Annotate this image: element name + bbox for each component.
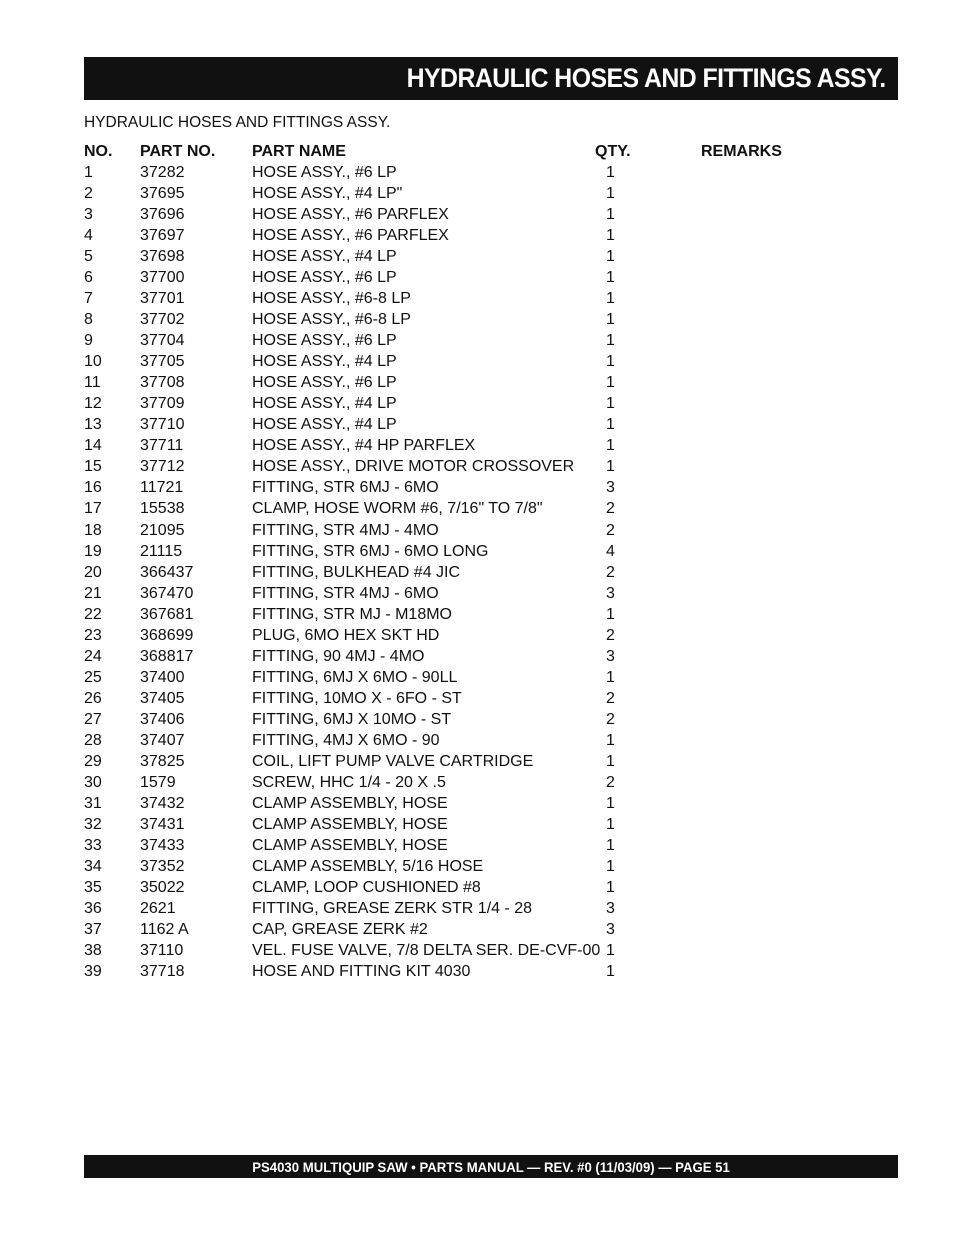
cell-qty: 2 — [606, 626, 615, 644]
table-row — [0, 583, 954, 604]
cell-qty: 1 — [606, 458, 615, 476]
cell-part-name: HOSE ASSY., #6-8 LP — [252, 290, 411, 308]
cell-part-no: 37282 — [140, 164, 185, 181]
cell-part-name: FITTING, STR 4MJ - 4MO — [252, 521, 439, 539]
cell-part-no: 37698 — [140, 248, 185, 266]
cell-qty: 2 — [606, 500, 615, 518]
cell-qty: 1 — [606, 963, 615, 981]
cell-part-name: FITTING, 10MO X - 6FO - ST — [252, 689, 462, 707]
cell-part-no: 37400 — [140, 668, 185, 686]
cell-part-name: CLAMP ASSEMBLY, 5/16 HOSE — [252, 857, 484, 875]
column-header-part-no: PART NO. — [140, 143, 216, 160]
cell-part-no: 37709 — [140, 395, 185, 413]
cell-no: 24 — [84, 647, 102, 665]
cell-no: 14 — [84, 437, 102, 455]
cell-part-no: 1579 — [140, 773, 176, 791]
table-row — [0, 667, 954, 688]
table-row — [0, 541, 954, 562]
table-row — [0, 877, 954, 898]
table-row — [0, 856, 954, 877]
cell-qty: 1 — [606, 227, 615, 245]
cell-part-no: 37352 — [140, 857, 185, 875]
cell-qty: 1 — [606, 815, 615, 833]
cell-part-no: 368817 — [140, 647, 194, 665]
table-row — [0, 351, 954, 372]
table-row — [0, 814, 954, 835]
table-row — [0, 898, 954, 919]
cell-qty: 1 — [606, 752, 615, 770]
cell-part-name: HOSE ASSY., #6 LP — [252, 269, 397, 287]
table-row — [0, 435, 954, 456]
cell-no: 3 — [84, 206, 93, 224]
table-row — [0, 204, 954, 225]
table-row — [0, 162, 954, 183]
footer-text: PS4030 MULTIQUIP SAW • PARTS MANUAL — REV. #0 (11/03/09) — PAGE 51 — [252, 1158, 730, 1175]
cell-part-no: 37708 — [140, 374, 185, 392]
cell-part-no: 37712 — [140, 458, 185, 476]
cell-no: 34 — [84, 857, 102, 875]
cell-qty: 1 — [606, 416, 615, 434]
cell-qty: 1 — [606, 248, 615, 266]
cell-no: 10 — [84, 353, 102, 371]
cell-part-name: HOSE ASSY., #6 LP — [252, 332, 397, 350]
cell-part-no: 367470 — [140, 584, 194, 602]
table-row — [0, 835, 954, 856]
table-header — [0, 141, 954, 162]
cell-part-name: HOSE ASSY., #4 LP" — [252, 185, 403, 203]
cell-no: 2 — [84, 185, 93, 203]
table-row — [0, 646, 954, 667]
column-header-no: NO. — [84, 143, 113, 160]
cell-part-no: 368699 — [140, 626, 194, 644]
cell-no: 6 — [84, 269, 93, 287]
cell-part-name: CAP, GREASE ZERK #2 — [252, 921, 428, 939]
cell-part-no: 21095 — [140, 521, 185, 539]
cell-part-name: FITTING, 6MJ X 10MO - ST — [252, 710, 452, 728]
cell-part-name: COIL, LIFT PUMP VALVE CARTRIDGE — [252, 752, 534, 770]
cell-qty: 3 — [606, 584, 615, 602]
cell-part-no: 37705 — [140, 353, 185, 371]
page-footer-bar — [84, 1155, 898, 1178]
table-row — [0, 183, 954, 204]
cell-part-no: 1162 A — [140, 921, 189, 939]
cell-part-no: 366437 — [140, 563, 194, 581]
cell-no: 29 — [84, 752, 102, 770]
cell-part-name: CLAMP, LOOP CUSHIONED #8 — [252, 879, 481, 897]
cell-qty: 2 — [606, 689, 615, 707]
table-row — [0, 961, 954, 982]
cell-qty: 3 — [606, 479, 615, 497]
cell-qty: 1 — [606, 206, 615, 224]
cell-part-no: 37710 — [140, 416, 185, 434]
cell-no: 18 — [84, 521, 102, 539]
cell-no: 33 — [84, 836, 102, 854]
cell-part-no: 21115 — [140, 542, 183, 560]
cell-no: 28 — [84, 731, 102, 749]
table-row — [0, 288, 954, 309]
cell-part-no: 37405 — [140, 689, 185, 707]
table-row — [0, 393, 954, 414]
table-row — [0, 372, 954, 393]
cell-part-no: 37110 — [140, 942, 184, 960]
cell-no: 38 — [84, 942, 102, 960]
cell-no: 4 — [84, 227, 93, 245]
cell-part-name: FITTING, STR 4MJ - 6MO — [252, 584, 439, 602]
table-row — [0, 730, 954, 751]
cell-no: 27 — [84, 710, 102, 728]
cell-part-name: HOSE ASSY., #4 HP PARFLEX — [252, 437, 476, 455]
cell-part-name: HOSE ASSY., #4 LP — [252, 353, 397, 371]
cell-no: 30 — [84, 773, 102, 791]
table-row — [0, 625, 954, 646]
table-row — [0, 793, 954, 814]
page-header-bar — [84, 57, 898, 100]
column-header-remarks: REMARKS — [701, 143, 782, 160]
cell-part-name: FITTING, 6MJ X 6MO - 90LL — [252, 668, 458, 686]
cell-qty: 1 — [606, 794, 615, 812]
cell-part-no: 37407 — [140, 731, 185, 749]
cell-part-name: FITTING, 90 4MJ - 4MO — [252, 647, 425, 665]
cell-part-name: FITTING, GREASE ZERK STR 1/4 - 28 — [252, 900, 533, 918]
cell-part-no: 37700 — [140, 269, 185, 287]
cell-qty: 2 — [606, 521, 615, 539]
table-row — [0, 688, 954, 709]
cell-part-name: HOSE AND FITTING KIT 4030 — [252, 963, 471, 981]
table-row — [0, 309, 954, 330]
cell-qty: 1 — [606, 290, 615, 308]
cell-part-name: FITTING, 4MJ X 6MO - 90 — [252, 731, 440, 749]
table-row — [0, 919, 954, 940]
cell-qty: 1 — [606, 311, 615, 329]
cell-no: 17 — [84, 500, 102, 518]
cell-no: 11 — [84, 374, 101, 392]
cell-qty: 1 — [606, 437, 615, 455]
table-row — [0, 246, 954, 267]
cell-qty: 2 — [606, 710, 615, 728]
cell-part-no: 37702 — [140, 311, 185, 329]
cell-part-name: SCREW, HHC 1/4 - 20 X .5 — [252, 773, 446, 791]
cell-part-name: HOSE ASSY., DRIVE MOTOR CROSSOVER — [252, 458, 575, 476]
cell-qty: 3 — [606, 647, 615, 665]
cell-no: 23 — [84, 626, 102, 644]
cell-part-name: CLAMP ASSEMBLY, HOSE — [252, 794, 448, 812]
cell-qty: 1 — [606, 605, 615, 623]
page-title: HYDRAULIC HOSES AND FITTINGS ASSY. — [406, 63, 886, 93]
cell-no: 19 — [84, 542, 102, 560]
cell-part-name: HOSE ASSY., #6 LP — [252, 164, 397, 181]
cell-qty: 1 — [606, 731, 615, 749]
cell-qty: 4 — [606, 542, 615, 560]
table-row — [0, 498, 954, 519]
cell-qty: 1 — [606, 836, 615, 854]
cell-qty: 1 — [606, 857, 615, 875]
cell-qty: 1 — [606, 395, 615, 413]
cell-qty: 3 — [606, 900, 615, 918]
cell-no: 20 — [84, 563, 102, 581]
cell-part-no: 37431 — [140, 815, 185, 833]
cell-part-name: PLUG, 6MO HEX SKT HD — [252, 626, 440, 644]
cell-qty: 3 — [606, 921, 615, 939]
cell-no: 32 — [84, 815, 102, 833]
cell-no: 21 — [84, 584, 102, 602]
table-row — [0, 456, 954, 477]
column-header-qty: QTY. — [595, 143, 631, 160]
cell-part-name: VEL. FUSE VALVE, 7/8 DELTA SER. DE-CVF-00 — [252, 942, 601, 960]
cell-part-no: 15538 — [140, 500, 185, 518]
cell-part-no: 37696 — [140, 206, 185, 224]
cell-part-no: 37406 — [140, 710, 185, 728]
cell-no: 8 — [84, 311, 93, 329]
cell-part-name: FITTING, BULKHEAD #4 JIC — [252, 563, 461, 581]
cell-part-no: 35022 — [140, 879, 185, 897]
cell-no: 37 — [84, 921, 102, 939]
cell-part-name: HOSE ASSY., #4 LP — [252, 248, 397, 266]
cell-part-no: 37711 — [140, 437, 184, 455]
cell-part-no: 2621 — [140, 900, 176, 918]
section-subtitle: HYDRAULIC HOSES AND FITTINGS ASSY. — [84, 114, 391, 131]
cell-qty: 2 — [606, 773, 615, 791]
table-row — [0, 772, 954, 793]
cell-no: 7 — [84, 290, 93, 308]
table-row — [0, 562, 954, 583]
cell-no: 15 — [84, 458, 102, 476]
cell-no: 1 — [84, 164, 93, 181]
table-row — [0, 225, 954, 246]
cell-part-name: HOSE ASSY., #6 PARFLEX — [252, 206, 449, 224]
table-row — [0, 330, 954, 351]
cell-part-no: 37704 — [140, 332, 185, 350]
cell-part-no: 37433 — [140, 836, 185, 854]
table-row — [0, 709, 954, 730]
cell-no: 9 — [84, 332, 93, 350]
table-row — [0, 267, 954, 288]
cell-qty: 1 — [606, 332, 615, 350]
cell-qty: 1 — [606, 164, 615, 181]
cell-part-name: CLAMP, HOSE WORM #6, 7/16" TO 7/8" — [252, 500, 543, 518]
cell-part-name: FITTING, STR 6MJ - 6MO — [252, 479, 439, 497]
cell-part-name: CLAMP ASSEMBLY, HOSE — [252, 815, 448, 833]
cell-no: 26 — [84, 689, 102, 707]
cell-part-name: CLAMP ASSEMBLY, HOSE — [252, 836, 448, 854]
cell-qty: 1 — [606, 185, 615, 203]
cell-no: 31 — [84, 794, 102, 812]
cell-part-no: 37432 — [140, 794, 185, 812]
table-row — [0, 751, 954, 772]
cell-part-no: 37825 — [140, 752, 185, 770]
table-row — [0, 604, 954, 625]
cell-qty: 1 — [606, 353, 615, 371]
cell-no: 12 — [84, 395, 102, 413]
table-row — [0, 940, 954, 961]
cell-part-no: 37695 — [140, 185, 185, 203]
cell-part-name: HOSE ASSY., #4 LP — [252, 416, 397, 434]
cell-qty: 1 — [606, 269, 615, 287]
cell-qty: 1 — [606, 374, 615, 392]
cell-no: 5 — [84, 248, 93, 266]
cell-part-name: HOSE ASSY., #4 LP — [252, 395, 397, 413]
cell-part-name: HOSE ASSY., #6 PARFLEX — [252, 227, 449, 245]
cell-no: 16 — [84, 479, 102, 497]
cell-part-name: FITTING, STR 6MJ - 6MO LONG — [252, 542, 489, 560]
table-row — [0, 414, 954, 435]
cell-part-no: 37701 — [140, 290, 185, 308]
cell-part-name: HOSE ASSY., #6-8 LP — [252, 311, 411, 329]
cell-qty: 1 — [606, 942, 615, 960]
cell-no: 36 — [84, 900, 102, 918]
table-row — [0, 520, 954, 541]
table-row — [0, 477, 954, 498]
cell-no: 39 — [84, 963, 102, 981]
cell-no: 22 — [84, 605, 102, 623]
cell-part-no: 367681 — [140, 605, 194, 623]
cell-part-no: 11721 — [140, 479, 184, 497]
cell-no: 13 — [84, 416, 102, 434]
column-header-part-name: PART NAME — [252, 143, 346, 160]
cell-part-no: 37718 — [140, 963, 185, 981]
cell-part-name: FITTING, STR MJ - M18MO — [252, 605, 452, 623]
cell-no: 25 — [84, 668, 102, 686]
cell-part-name: HOSE ASSY., #6 LP — [252, 374, 397, 392]
cell-qty: 1 — [606, 668, 615, 686]
cell-no: 35 — [84, 879, 102, 897]
cell-part-no: 37697 — [140, 227, 185, 245]
cell-qty: 1 — [606, 879, 615, 897]
cell-qty: 2 — [606, 563, 615, 581]
